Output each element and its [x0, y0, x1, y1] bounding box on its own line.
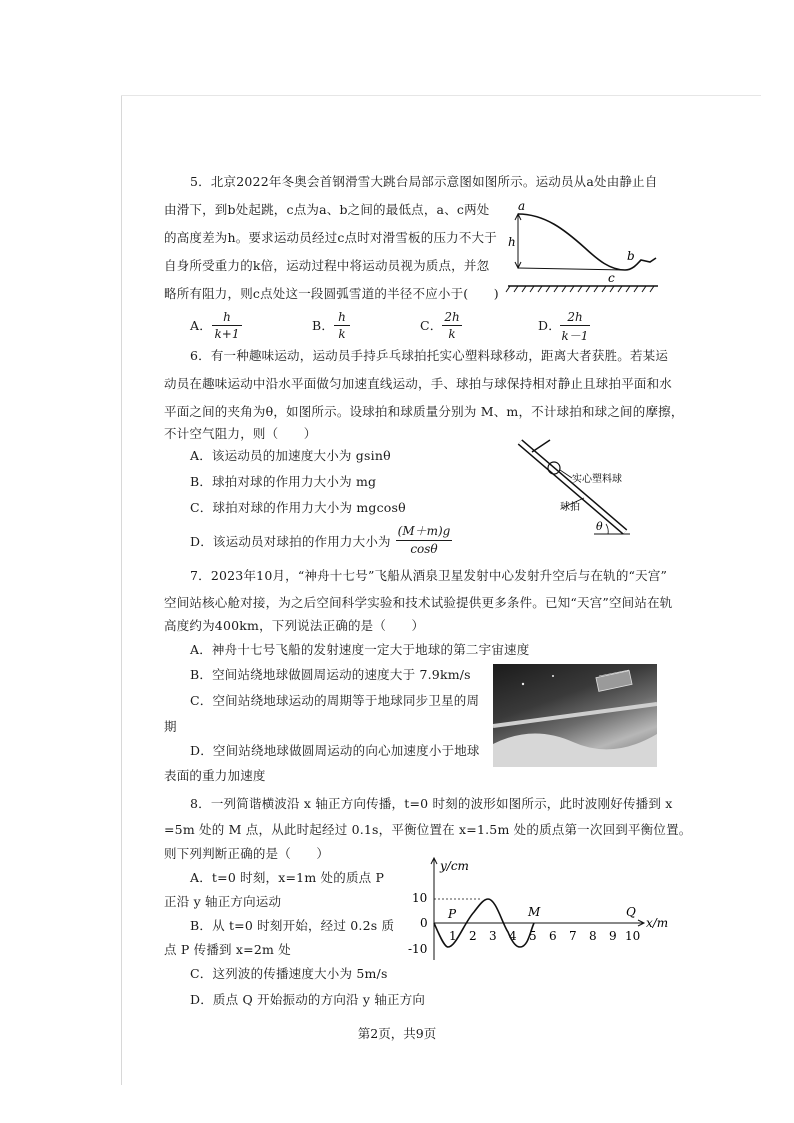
q6-line-2: 动员在趣味运动中沿水平面做匀加速直线运动，手、球拍与球保持相对静止且球拍平面和水: [164, 376, 673, 391]
q6-line-4: 不计空气阻力，则（ ）: [164, 426, 317, 441]
x-tick-5: 5: [529, 929, 537, 943]
baseline-dashed: [518, 268, 625, 270]
label-a: a: [518, 200, 526, 213]
q6-option-b: B．球拍对球的作用力大小为 mg: [190, 474, 377, 489]
q5-option-a-fraction: h k+1: [212, 310, 242, 341]
q6-option-c: C．球拍对球的作用力大小为 mgcosθ: [190, 500, 406, 515]
q7-option-b: B．空间站绕地球做圆周运动的速度大于 7.9km/s: [190, 667, 471, 682]
scan-edge-top: [121, 95, 761, 96]
scan-edge: [121, 95, 122, 1085]
label-b: b: [627, 249, 635, 263]
x-tick-6: 6: [549, 929, 557, 943]
wave-graph: [404, 852, 674, 967]
point-p-label: P: [448, 907, 457, 921]
ski-jump-figure: [500, 200, 665, 298]
x-tick-8: 8: [589, 929, 597, 943]
q8-line-2: =5m 处的 M 点，从此时起经过 0.1s，平衡位置在 x=1.5m 处的质点第一次回到平衡位置。: [164, 822, 692, 837]
q7-line-1: 7．2023年10月，“神舟十七号”飞船从酒泉卫星发射中心发射升空后与在轨的“天宫”: [190, 568, 668, 583]
q5-option-b-label: B．: [312, 318, 335, 333]
q8-option-b-cont: 点 P 传播到 x=2m 处: [164, 942, 291, 957]
q7-line-2: 空间站核心舱对接，为之后空间科学实验和技术试验提供更多条件。已知“天宫”空间站在轨: [164, 595, 673, 610]
q7-option-a: A．神舟十七号飞船的发射速度一定大于地球的第二宇宙速度: [190, 642, 530, 657]
hand-mark: [532, 440, 550, 452]
label-h: h: [508, 235, 516, 249]
x-tick-9: 9: [609, 929, 617, 943]
x-axis-label: x/m: [646, 916, 669, 930]
q8-option-c: C．这列波的传播速度大小为 5m/s: [190, 966, 388, 981]
q6-line-1: 6．有一种趣味运动，运动员手持乒乓球拍托实心塑料球移动，距离大者获胜。若某运: [190, 348, 669, 363]
q7-option-d: D．空间站绕地球做圆周运动的向心加速度小于地球: [190, 743, 480, 758]
q7-option-c: C．空间站绕地球运动的周期等于地球同步卫星的周: [190, 693, 480, 708]
q7-option-c-cont: 期: [164, 719, 177, 734]
point-m-label: M: [528, 905, 541, 919]
angle-label: θ: [596, 520, 603, 533]
q7-line-3: 高度约为400km，下列说法正确的是（ ）: [164, 618, 425, 633]
page-footer: 第2页，共9页: [357, 1026, 437, 1041]
q8-option-a-cont: 正沿 y 轴正方向运动: [164, 894, 282, 909]
x-tick-2: 2: [469, 929, 477, 943]
racket-board-inner: [520, 442, 625, 532]
x-tick-7: 7: [569, 929, 577, 943]
space-station-photo: [493, 664, 657, 767]
q5-option-c-label: C．: [420, 318, 443, 333]
q5-line-2: 由滑下，到b处起跳，c点为a、b之间的最低点，a、c两处: [164, 202, 490, 217]
racket-label: 球拍: [560, 502, 580, 513]
x-tick-1: 1: [449, 929, 457, 943]
label-c: c: [608, 271, 615, 285]
angle-arc: [606, 524, 608, 534]
ground-hatch: [506, 286, 654, 292]
q8-line-3: 则下列判断正确的是（ ）: [164, 846, 330, 861]
point-q-label: Q: [626, 905, 636, 919]
q6-line-3: 平面之间的夹角为θ，如图所示。设球拍和球质量分别为 M、m，不计球拍和球之间的摩擦，: [164, 404, 684, 419]
ski-track-curve: [518, 214, 656, 270]
x-tick-4: 4: [509, 929, 517, 943]
q5-option-a-label: A．: [190, 318, 212, 333]
y-tick-10: 10: [412, 891, 428, 905]
q7-option-d-cont: 表面的重力加速度: [164, 768, 266, 783]
q6-option-d: D．该运动员对球拍的作用力大小为: [190, 534, 391, 549]
y-tick-0: 0: [420, 916, 428, 930]
q5-option-d-fraction: 2h k－1: [561, 310, 589, 343]
q5-line-1: 5．北京2022年冬奥会首钢滑雪大跳台局部示意图如图所示。运动员从a处由静止自: [190, 174, 658, 189]
x-tick-10: 10: [625, 929, 641, 943]
q5-line-3: 的高度差为h。要求运动员经过c点时对滑雪板的压力不大于: [164, 230, 497, 245]
x-tick-3: 3: [489, 929, 497, 943]
racket-ball-figure: [510, 438, 640, 538]
q8-option-b: B．从 t=0 时刻开始，经过 0.2s 质: [190, 918, 395, 933]
ball-label: 实心塑料球: [572, 474, 622, 485]
q5-option-c-fraction: 2h k: [442, 310, 462, 341]
q6-option-d-fraction: (M＋m)g cosθ: [397, 524, 451, 556]
q5-option-d-label: D．: [538, 318, 561, 333]
q5-line-4: 自身所受重力的k倍，运动过程中将运动员视为质点，并忽: [164, 258, 490, 273]
q8-option-d: D．质点 Q 开始振动的方向沿 y 轴正方向: [190, 992, 426, 1007]
q5-line-5: 略所有阻力，则c点处这一段圆弧雪道的半径不应小于( ): [164, 286, 499, 301]
q8-line-1: 8．一列简谐横波沿 x 轴正方向传播，t=0 时刻的波形如图所示，此时波刚好传播到 x: [190, 796, 673, 811]
q5-option-b-fraction: h k: [334, 310, 350, 341]
q6-option-a: A．该运动员的加速度大小为 gsinθ: [190, 448, 391, 463]
y-axis-label: y/cm: [440, 859, 469, 873]
q8-option-a: A．t=0 时刻，x=1m 处的质点 P: [190, 870, 385, 885]
x-ticks: [449, 929, 640, 943]
y-tick-neg10: -10: [408, 942, 428, 956]
